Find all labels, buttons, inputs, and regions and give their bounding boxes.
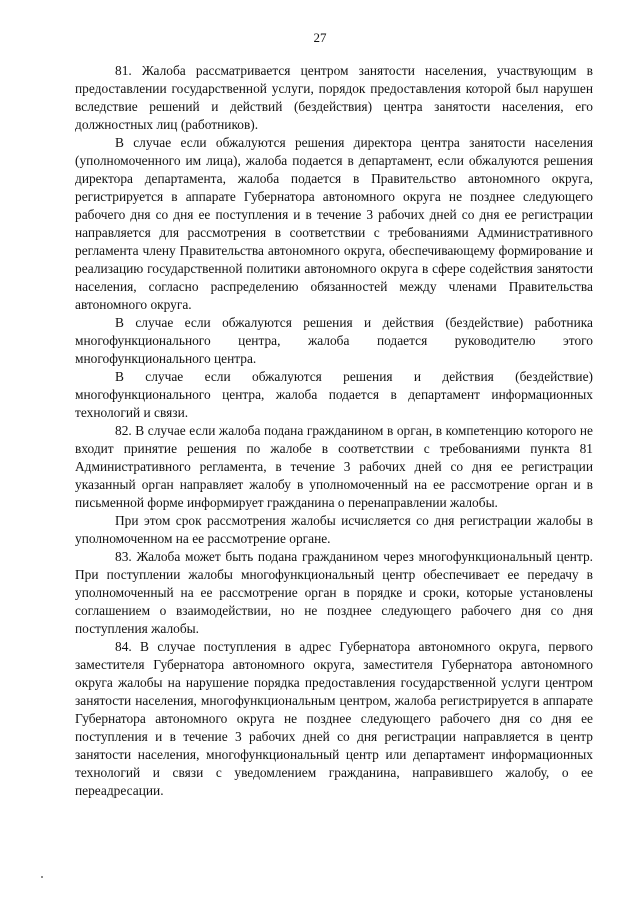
paragraph-81: 81. Жалоба рассматривается центром занятости населения, участвующим в предоставлении государственной услуги, порядок предоставления которой был нарушен вследствие решений и действий (бездействия) центра занятости населения, его должностных лиц (работников). <box>75 63 593 132</box>
paragraph-director-appeal: В случае если обжалуются решения директора центра занятости населения (уполномоченного им лица), жалоба подается в департамент, если обжалуются решения директора департамента, жалоба подается в Правительство автономного округа, регистрируется в аппарате Губернатора автономного округа не позднее следующего рабочего дня со дня ее поступления и в течение 3 рабочих дней со дня ее регистрации направляется для рассмотрения в соответствии с требованиями Административного регламента члену Правительства автономного округа, обеспечивающему формирование и реализацию государственной политики автономного округа в сфере содействия занятости населения, согласно распределению обязанностей между членами Правительства автономного округа. <box>75 135 593 312</box>
document-body <box>75 62 593 800</box>
paragraph-84: 84. В случае поступления в адрес Губернатора автономного округа, первого заместителя Губернатора автономного округа, заместителя Губернатора автономного округа жалобы на нарушение порядка предоставления государственной услуги центром занятости населения, многофункциональным центром, жалоба регистрируется в аппарате Губернатора автономного округа не позднее следующего рабочего дня со дня ее поступления и в течение 3 рабочих дней со дня регистрации направляется в центр занятости населения, многофункциональный центр или департамент информационных технологий и связи с уведомлением гражданина, направившего жалобу, о ее переадресации. <box>75 639 593 798</box>
page-number: 27 <box>313 30 327 45</box>
paragraph-mfc-worker-appeal: В случае если обжалуются решения и действия (бездействие) работника многофункционального центра, жалоба подается руководителю этого многофункционального центра. <box>75 315 593 366</box>
scan-speck <box>41 876 43 878</box>
paragraph-mfc-appeal: В случае если обжалуются решения и действия (бездействие) многофункционального центра, жалоба подается в департамент информационных технологий и связи. <box>75 369 593 420</box>
paragraph-83: 83. Жалоба может быть подана гражданином через многофункциональный центр. При поступлении жалобы многофункциональный центр обеспечивает ее передачу в уполномоченный на ее рассмотрение орган в порядке и сроки, которые установлены соглашением о взаимодействии, но не позднее следующего рабочего дня со дня поступления жалобы. <box>75 549 593 636</box>
paragraph-review-term: При этом срок рассмотрения жалобы исчисляется со дня регистрации жалобы в уполномоченном на ее рассмотрение органе. <box>75 513 593 546</box>
paragraph-82: 82. В случае если жалоба подана гражданином в орган, в компетенцию которого не входит принятие решения по жалобе в соответствии с требованиями пункта 81 Административного регламента, в течение 3 рабочих дней со дня ее регистрации указанный орган направляет жалобу в уполномоченный на ее рассмотрение орган и в письменной форме информирует гражданина о перенаправлении жалобы. <box>75 423 593 510</box>
